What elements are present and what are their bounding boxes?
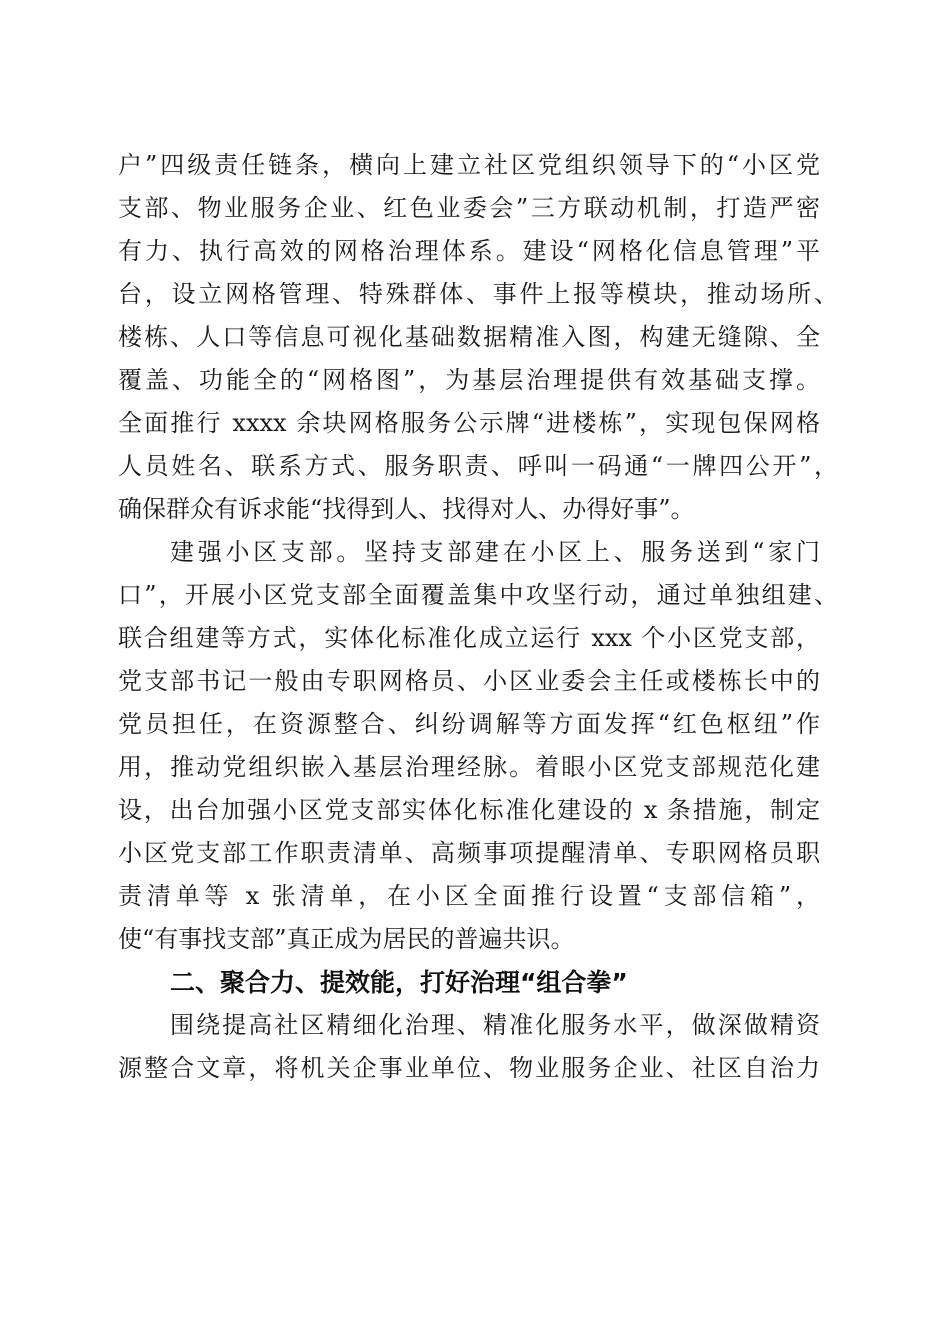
text-line: 围绕提高社区精细化治理、精准化服务水平，做深做精资 <box>170 1011 820 1039</box>
section-heading: 二、聚合力、提效能，打好治理“组合拳” <box>170 968 628 997</box>
text-line: 小区党支部工作职责清单、高频事项提醒清单、专职网格员职 <box>118 839 820 867</box>
document-page <box>118 144 838 1090</box>
text-line: 支部、物业服务企业、红色业委会”三方联动机制，打造严密 <box>118 194 820 222</box>
text-line: 台，设立网格管理、特殊群体、事件上报等模块，推动场所、 <box>118 280 838 308</box>
text-line: 口”，开展小区党支部全面覆盖集中攻坚行动，通过单独组建、 <box>118 581 838 609</box>
text-line: 责清单等 x 张清单，在小区全面推行设置“支部信箱”， <box>118 882 820 910</box>
text-line: 楼栋、人口等信息可视化基础数据精准入图，构建无缝隙、全 <box>118 323 820 351</box>
text-line: 党支部书记一般由专职网格员、小区业委会主任或楼栋长中的 <box>118 667 820 695</box>
text-line: 建强小区支部。坚持支部建在小区上、服务送到“家门 <box>170 538 820 566</box>
text-line: 覆盖、功能全的“网格图”，为基层治理提供有效基础支撑。 <box>118 366 820 394</box>
paragraph-resource-integration <box>118 1004 820 1090</box>
text-line: 确保群众有诉求能“找得到人、找得对人、办得好事”。 <box>118 495 695 523</box>
text-line: 全面推行 xxxx 余块网格服务公示牌“进楼栋”，实现包保网格 <box>118 409 820 437</box>
text-line: 使“有事找支部”真正成为居民的普遍共识。 <box>118 925 575 953</box>
text-line: 设，出台加强小区党支部实体化标准化建设的 x 条措施，制定 <box>118 796 820 824</box>
paragraph-strengthen-branches <box>118 531 838 961</box>
text-line: 联合组建等方式，实体化标准化成立运行 xxx 个小区党支部， <box>118 624 820 652</box>
text-line: 有力、执行高效的网格治理体系。建设“网格化信息管理”平 <box>118 237 820 265</box>
paragraph-grid-governance <box>118 144 838 531</box>
text-line: 户”四级责任链条，横向上建立社区党组织领导下的“小区党 <box>118 151 820 179</box>
text-line: 党员担任，在资源整合、纠纷调解等方面发挥“红色枢纽”作 <box>118 710 820 738</box>
text-line: 源整合文章，将机关企事业单位、物业服务企业、社区自治力 <box>118 1054 820 1082</box>
text-line: 人员姓名、联系方式、服务职责、呼叫一码通“一牌四公开”， <box>118 452 838 480</box>
text-line: 用，推动党组织嵌入基层治理经脉。着眼小区党支部规范化建 <box>118 753 820 781</box>
